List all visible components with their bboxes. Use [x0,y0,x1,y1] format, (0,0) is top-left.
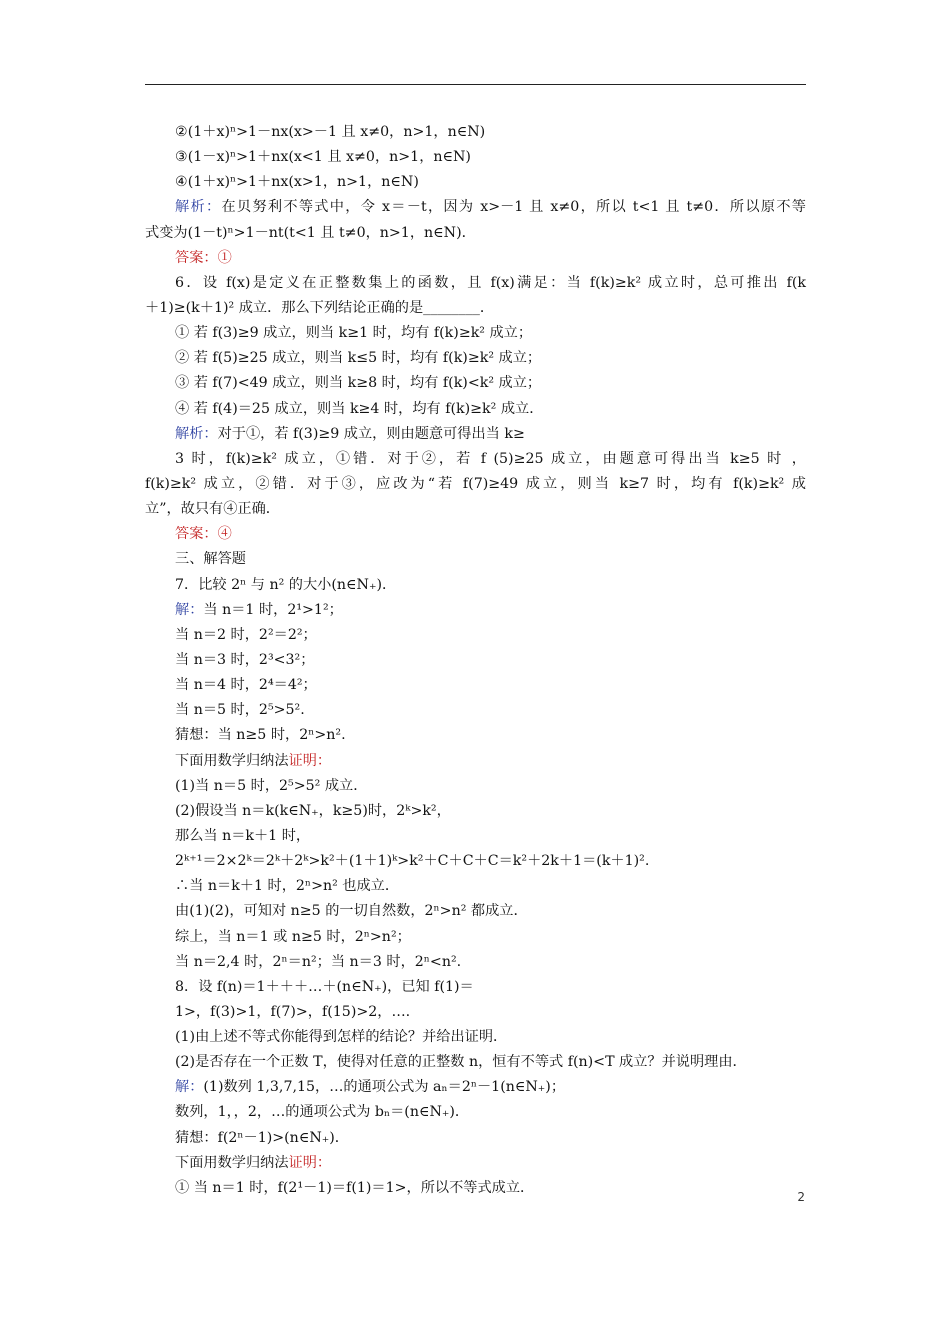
text-segment: ② 若 f(5)≥25 成立，则当 k≤5 时，均有 f(k)≥k² 成立； [175,350,542,367]
text-segment: 8．设 f(n)＝1＋＋＋…＋(n∈N₊)，已知 f(1)＝ [175,978,474,995]
text-line [145,195,806,220]
text-line [145,371,806,396]
text-line [145,472,806,497]
text-line [145,874,806,899]
text-line [145,397,806,422]
label-answer: 答案：① [175,249,232,266]
text-segment: (1)由上述不等式你能得到怎样的结论？并给出证明． [175,1029,508,1046]
text-segment: ＋1)≥(k＋1)² 成立．那么下列结论正确的是________． [145,299,495,316]
text-line [145,723,806,748]
text-segment: 3 时，f(k)≥k² 成立，①错．对于②，若 f (5)≥25 成立，由题意可得出当 k≥5 时 ， [175,450,806,467]
text-segment: 综上，当 n＝1 或 n≥5 时，2ⁿ>n²； [175,928,411,945]
text-line [145,598,806,623]
header-rule [145,84,806,85]
text-line [145,296,806,321]
text-line [145,547,806,572]
text-segment: ④ 若 f(4)＝25 成立，则当 k≥4 时，均有 f(k)≥k² 成立． [175,400,544,417]
text-segment: (1)当 n＝5 时，2⁵>5² 成立． [175,777,368,794]
text-line [145,648,806,673]
text-segment: 立”，故只有④正确． [145,501,280,518]
text-line [145,925,806,950]
text-segment: 当 n＝5 时，2⁵>5². [175,702,305,719]
text-segment: 数列，1，，2，…的通项公式为 bₙ＝(n∈N₊)． [175,1104,470,1121]
text-line [145,673,806,698]
label-jiexi: 解： [175,1079,204,1096]
label-jiexi: 解析： [175,425,218,442]
text-line [145,950,806,975]
document-body [145,120,806,1201]
text-line [145,120,806,145]
text-segment: 当 n＝2 时，2²＝2²； [175,626,317,643]
text-segment: 猜想：f(2ⁿ－1)>(n∈N₊)． [175,1129,349,1146]
text-line [145,170,806,195]
text-segment: 在贝努利不等式中，令 x＝－t，因为 x>－1 且 x≠0，所以 t<1 且 t≠0．所以原不等 [221,199,806,216]
text-segment: ① 当 n＝1 时，f(2¹－1)＝f(1)＝1>，所以不等式成立． [175,1179,535,1196]
text-line [145,975,806,1000]
label-jiexi: 解： [175,601,204,618]
text-segment: 三、解答题 [175,551,246,568]
text-line [145,1100,806,1125]
text-segment: ∴当 n＝k＋1 时，2ⁿ>n² 也成立． [175,878,400,895]
text-segment: 2ᵏ⁺¹＝2×2ᵏ＝2ᵏ＋2ᵏ>k²＋(1＋1)ᵏ>k²＋C＋C＋C＝k²＋2k＋1＝(k＋1)². [175,853,650,870]
text-segment: 当 n＝2,4 时，2ⁿ＝n²；当 n＝3 时，2ⁿ<n². [175,953,462,970]
text-segment: ① 若 f(3)≥9 成立，则当 k≥1 时，均有 f(k)≥k² 成立； [175,325,533,342]
text-line [145,346,806,371]
text-line [145,246,806,271]
text-line [145,1050,806,1075]
text-segment: (1)数列 1,3,7,15，…的通项公式为 aₙ＝2ⁿ－1(n∈N₊)； [203,1079,566,1096]
text-segment: ④(1＋x)ⁿ>1＋nx(x>1，n>1，n∈N) [175,174,419,191]
text-segment: 那么当 n＝k＋1 时， [175,827,311,844]
text-line [145,221,806,246]
label-answer: 证明： [288,1154,332,1171]
text-line [145,1000,806,1025]
page-number: 2 [797,1190,805,1204]
text-line [145,698,806,723]
text-line [145,497,806,522]
text-segment: 下面用数学归纳法 [175,1154,289,1171]
text-segment: 当 n＝3 时，2³<3²； [175,651,315,668]
text-line [145,145,806,170]
text-segment: 对于①，若 f(3)≥9 成立，则由题意可得出当 k≥ [217,425,525,442]
text-segment: 7．比较 2ⁿ 与 n² 的大小(n∈N₊)． [175,576,397,593]
text-line [145,573,806,598]
text-line [145,321,806,346]
label-answer: 证明： [288,752,332,769]
text-segment: 1>，f(3)>1，f(7)>，f(15)>2，…. [175,1003,411,1020]
text-segment: 当 n＝1 时，2¹>1²； [203,601,343,618]
text-segment: 当 n＝4 时，2⁴＝4²； [175,677,317,694]
text-segment: 6．设 f(x)是定义在正整数集上的函数，且 f(x)满足：当 f(k)≥k² 成立时，总可推出 f(k [175,274,806,291]
text-segment: ③(1－x)ⁿ>1＋nx(x<1 且 x≠0，n>1，n∈N) [175,149,471,166]
text-segment: (2)是否存在一个正数 T，使得对任意的正整数 n，恒有不等式 f(n)<T 成立？并说明理由． [175,1054,747,1071]
text-line [145,1126,806,1151]
text-segment: (2)假设当 n＝k(k∈N₊，k≥5)时，2ᵏ>k²， [175,802,451,819]
text-segment: ③ 若 f(7)<49 成立，则当 k≥8 时，均有 f(k)<k² 成立； [175,375,542,392]
text-line [145,1151,806,1176]
text-line [145,522,806,547]
text-line [145,1025,806,1050]
text-line [145,774,806,799]
text-line [145,799,806,824]
text-line [145,1075,806,1100]
text-line [145,1176,806,1201]
text-segment: f(k)≥k² 成立，②错．对于③，应改为“若 f(7)≥49 成立，则当 k≥7 时，均有 f(k)≥k² 成 [145,475,806,492]
text-line [145,824,806,849]
text-line [145,623,806,648]
label-answer: 答案：④ [175,526,232,543]
text-line [145,271,806,296]
text-line [145,899,806,924]
text-segment: 猜想：当 n≥5 时，2ⁿ>n². [175,727,346,744]
text-line [145,422,806,447]
text-segment: 由(1)(2)，可知对 n≥5 的一切自然数，2ⁿ>n² 都成立． [175,903,528,920]
label-jiexi: 解析： [175,199,222,216]
text-line [145,749,806,774]
text-line [145,447,806,472]
text-line [145,849,806,874]
text-segment: 下面用数学归纳法 [175,752,289,769]
text-segment: ②(1＋x)ⁿ>1－nx(x>－1 且 x≠0，n>1，n∈N) [175,124,486,140]
text-segment: 式变为(1－t)ⁿ>1－nt(t<1 且 t≠0，n>1，n∈N)． [145,224,476,241]
